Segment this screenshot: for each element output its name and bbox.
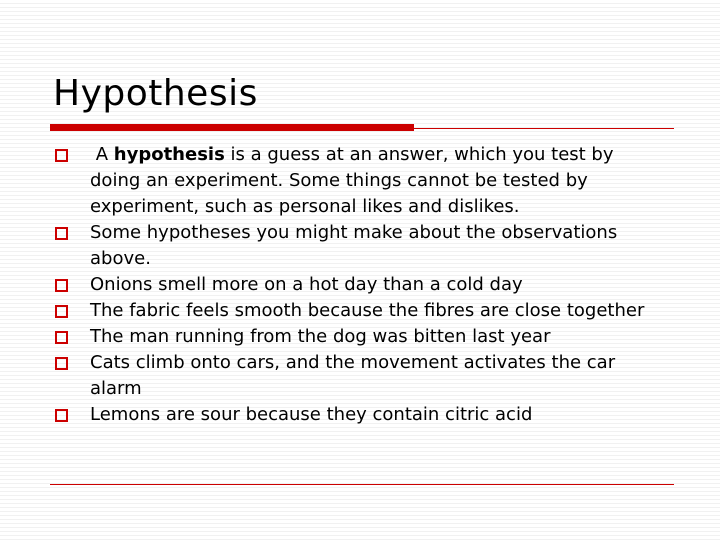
bullet-text: The fabric feels smooth because the fibres are close together — [90, 300, 645, 321]
hollow-square-bullet-icon — [55, 305, 68, 318]
hollow-square-bullet-icon — [55, 149, 68, 162]
bullet-text: Some hypotheses you might make about the observations above. — [90, 222, 618, 269]
title-accent-bar — [50, 124, 414, 131]
bullet-text-post: is a guess at an answer, which you test by doing an experiment. Some things cannot be tested by experiment, such as personal likes and dislikes. — [90, 144, 614, 217]
bullet-item-definition — [55, 142, 665, 220]
bullet-text-bold: hypothesis — [113, 144, 225, 165]
hollow-square-bullet-icon — [55, 227, 68, 240]
bullet-text: The man running from the dog was bitten last year — [90, 326, 551, 347]
bullet-text: Lemons are sour because they contain citric acid — [90, 404, 533, 425]
bullet-item — [55, 350, 665, 402]
bullet-text: Cats climb onto cars, and the movement activates the car alarm — [90, 352, 616, 399]
bullet-item — [55, 298, 665, 324]
bullet-list — [55, 142, 665, 428]
bullet-text: Onions smell more on a hot day than a cold day — [90, 274, 523, 295]
bullet-item — [55, 220, 665, 272]
bottom-divider — [50, 484, 674, 485]
hollow-square-bullet-icon — [55, 409, 68, 422]
bullet-text-pre: A — [90, 144, 114, 165]
hollow-square-bullet-icon — [55, 279, 68, 292]
slide-title: Hypothesis — [53, 73, 258, 114]
bullet-item — [55, 324, 665, 350]
bullet-text — [90, 142, 665, 220]
bullet-item — [55, 402, 665, 428]
hollow-square-bullet-icon — [55, 331, 68, 344]
hollow-square-bullet-icon — [55, 357, 68, 370]
bullet-item — [55, 272, 665, 298]
